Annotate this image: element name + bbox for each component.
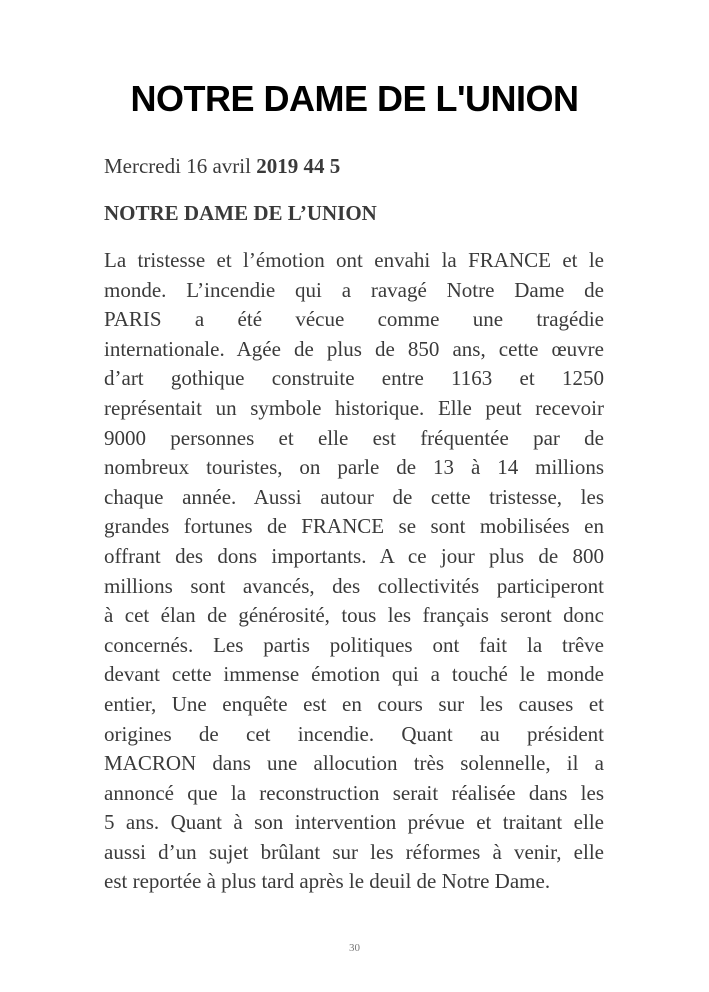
body-line: MACRON dans une allocution très solennelle, il a	[104, 751, 604, 776]
body-line: chaque année. Aussi autour de cette tristesse, les	[104, 484, 604, 509]
body-line: concernés. Les partis politiques ont fait la trêve	[104, 632, 604, 657]
body-line: nombreux touristes, on parle de 13 à 14 millions	[104, 455, 604, 480]
body-line: offrant des dons importants. A ce jour plus de 800	[104, 543, 604, 568]
body-line: aussi d’un sujet brûlant sur les réformes à venir, elle	[104, 839, 604, 864]
page-number: 30	[349, 942, 360, 954]
body-line: internationale. Agée de plus de 850 ans, cette œuvre	[104, 336, 604, 361]
body-line: est reportée à plus tard après le deuil de Notre Dame.	[104, 869, 551, 894]
body-line: monde. L’incendie qui a ravagé Notre Dame de	[104, 277, 604, 302]
body-line: grandes fortunes de FRANCE se sont mobilisées en	[104, 514, 604, 539]
article-heading: NOTRE DAME DE L’UNION	[104, 201, 377, 225]
page-title: NOTRE DAME DE L'UNION	[130, 78, 579, 119]
body-line: d’art gothique construite entre 1163 et 1250	[104, 366, 604, 391]
body-line: 5 ans. Quant à son intervention prévue et traitant elle	[104, 810, 604, 835]
body-line: La tristesse et l’émotion ont envahi la FRANCE et le	[104, 248, 604, 272]
body-line: devant cette immense émotion qui a touché le monde	[104, 662, 604, 687]
date-text: Mercredi 16 avril	[104, 154, 251, 178]
article-date	[104, 154, 340, 179]
body-line: à cet élan de générosité, tous les français seront donc	[104, 603, 604, 628]
body-line: annoncé que la reconstruction serait réalisée dans les	[104, 780, 604, 805]
article-body	[104, 246, 604, 897]
date-bold: 2019 44 5	[256, 154, 341, 178]
body-line: entier, Une enquête est en cours sur les causes et	[104, 691, 604, 716]
body-line: millions sont avancés, des collectivités participeront	[104, 573, 604, 598]
body-line: PARIS a été vécue comme une tragédie	[104, 307, 604, 332]
body-line: origines de cet incendie. Quant au président	[104, 721, 604, 746]
body-line: 9000 personnes et elle est fréquentée par de	[104, 425, 604, 450]
body-line: représentait un symbole historique. Elle peut recevoir	[104, 395, 604, 420]
